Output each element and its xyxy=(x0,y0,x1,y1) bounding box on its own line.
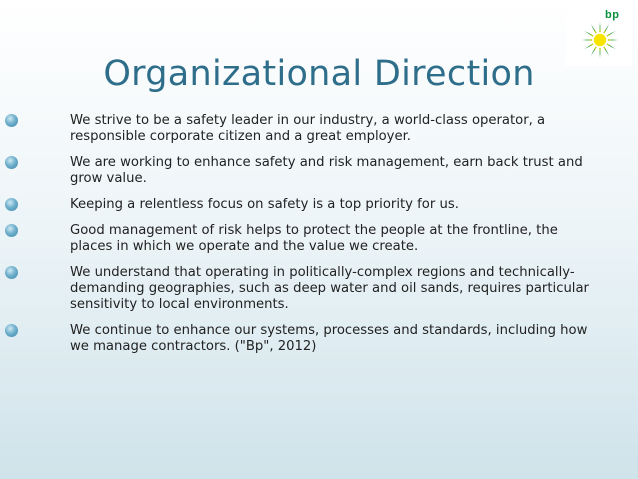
bullet-item xyxy=(0,265,638,313)
bullet-dot-icon xyxy=(5,114,18,127)
bullet-text: Good management of risk helps to protect the people at the frontline, the places in which we operate and the value we create. xyxy=(70,223,558,254)
bullet-text: We understand that operating in politically-complex regions and technically-demanding geographies, such as deep water and oil sands, requires particular sensitivity to local environments. xyxy=(70,265,589,312)
bullet-item xyxy=(0,113,638,145)
bullet-text: We strive to be a safety leader in our industry, a world-class operator, a responsible corporate citizen and a great employer. xyxy=(70,113,546,144)
bullet-item xyxy=(0,323,638,355)
bullet-text: We are working to enhance safety and risk management, earn back trust and grow value. xyxy=(70,155,583,186)
bullet-item xyxy=(0,155,638,187)
bullet-dot-icon xyxy=(5,224,18,237)
bullet-dot-icon xyxy=(5,156,18,169)
bullet-list xyxy=(0,113,638,365)
bp-logo-text: bp xyxy=(605,9,620,21)
slide-title: Organizational Direction xyxy=(103,54,535,94)
bullet-dot-icon xyxy=(5,266,18,279)
bullet-dot-icon xyxy=(5,198,18,211)
bullet-text: We continue to enhance our systems, processes and standards, including how we manage contractors. ("Bp", 2012) xyxy=(70,323,588,354)
bullet-text: Keeping a relentless focus on safety is a top priority for us. xyxy=(70,197,459,212)
bullet-item xyxy=(0,197,638,213)
bullet-dot-icon xyxy=(5,324,18,337)
bullet-item xyxy=(0,223,638,255)
